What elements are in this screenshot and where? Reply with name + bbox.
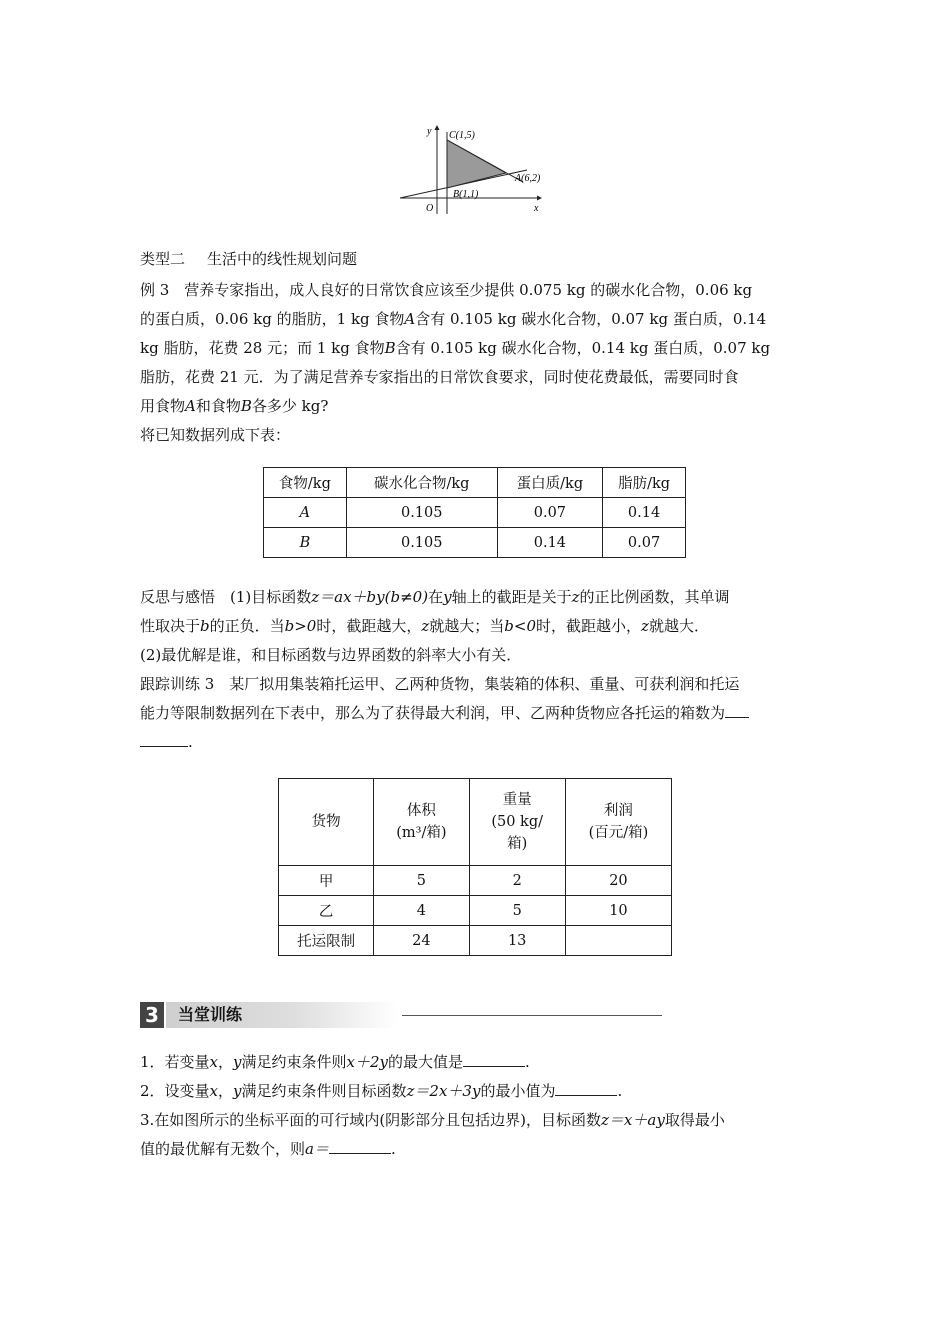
example-line: 的蛋白质，0.06 kg 的脂肪，1 kg 食物A含有 0.105 kg 碳水化合物，0.07 kg 蛋白质，0.14 [140,310,767,328]
banner-rule [402,1015,662,1016]
table-header-cell: 碳水化合物/kg [346,468,497,498]
table-header-cell: 重量 (50 kg/ 箱) [469,779,565,866]
example-3 [140,276,812,450]
answer-blank[interactable] [140,730,188,747]
table-header-cell: 体积 (m³/箱) [374,779,469,866]
table-row [279,866,672,896]
exercise-item: 3.在如图所示的坐标平面的可行域内(阴影部分且包括边界)，目标函数z＝x＋ay取得最小 [140,1111,725,1129]
table-header-cell: 脂肪/kg [603,468,686,498]
table-row [264,528,686,558]
feasible-region-figure [395,118,555,218]
answer-blank[interactable] [463,1050,525,1067]
answer-blank[interactable] [725,701,749,718]
food-nutrition-table [263,467,686,558]
table-cell: 5 [374,866,469,896]
table-cell: 0.14 [603,498,686,528]
exercise-list [140,1048,812,1164]
table-cell: B [264,528,347,558]
table-row [279,926,672,956]
exercise-item: 2．设变量x，y满足约束条件则目标函数z＝2x＋3y的最小值为 . [140,1077,812,1106]
section-number: 3 [140,1002,164,1028]
reflection-block [140,583,812,757]
table-cell: 乙 [279,896,374,926]
table-row [264,498,686,528]
example-line: 脂肪，花费 21 元．为了满足营养专家指出的日常饮食要求，同时使花费最低，需要同时食 [140,368,739,386]
table-cell: 13 [469,926,565,956]
exercise-item: 1．若变量x，y满足约束条件则x＋2y的最大值是 . [140,1048,812,1077]
table-row [279,896,672,926]
table-header-cell: 蛋白质/kg [497,468,603,498]
table-cell: 0.07 [603,528,686,558]
point-b-label: B(1,1) [453,189,479,200]
table-header-cell: 食物/kg [264,468,347,498]
table-header-cell: 货物 [279,779,374,866]
training-line: 能力等限制数据列在下表中，那么为了获得最大利润，甲、乙两种货物应各托运的箱数为 [140,699,812,728]
table-cell: 24 [374,926,469,956]
point-a-label: A(6,2) [515,173,541,184]
table-header-row [264,468,686,498]
table-cell: 20 [565,866,671,896]
table-cell: 0.105 [346,498,497,528]
section-banner [140,1002,524,1028]
answer-blank[interactable] [329,1137,391,1154]
section-topic-label: 生活中的线性规划问题 [207,250,358,268]
table-cell: 4 [374,896,469,926]
table-header-row [279,779,672,866]
reflection-line: 性取决于b的正负．当b>0时，截距越大，z就越大；当b<0时，截距越小，z就越大． [140,617,709,635]
reflection-line: (2)最优解是谁，和目标函数与边界函数的斜率大小有关． [140,646,522,664]
example-line: kg 脂肪，花费 28 元；而 1 kg 食物B含有 0.105 kg 碳水化合物，0.14 kg 蛋白质，0.07 kg [140,339,771,357]
reflection-line: 反思与感悟 (1)目标函数z＝ax＋by(b≠0)在y轴上的截距是关于z的正比例函数，其单调 [140,588,730,606]
table-cell: 托运限制 [279,926,374,956]
table-header-cell: 利润 (百元/箱) [565,779,671,866]
x-axis-arrow [537,196,542,201]
section-type-label: 类型二 [140,250,186,268]
training-line: 跟踪训练 3 某厂拟用集装箱托运甲、乙两种货物，集装箱的体积、重量、可获利润和托运 [140,675,740,693]
table-cell: 10 [565,896,671,926]
x-axis-label: x [534,203,539,214]
table-cell: 甲 [279,866,374,896]
y-axis-label: y [427,126,432,137]
table-cell [565,926,671,956]
table-cell: 5 [469,896,565,926]
table-cell: 2 [469,866,565,896]
section-banner-label: 当堂训练 [166,1002,398,1028]
example-line: 例 3 营养专家指出，成人良好的日常饮食应该至少提供 0.075 kg 的碳水化合物，0.06 kg [140,281,753,299]
exercise-item: 值的最优解有无数个，则a＝ . [140,1135,812,1164]
answer-blank[interactable] [555,1079,617,1096]
shaded-region [447,140,506,188]
training-line: . [140,728,812,757]
example-line: 将已知数据列成下表： [140,426,291,444]
example-line: 用食物A和食物B各多少 kg? [140,397,329,415]
table-cell: 0.14 [497,528,603,558]
table-cell: 0.07 [497,498,603,528]
cargo-table [278,778,672,956]
origin-label: O [426,203,434,214]
y-axis-arrow [435,125,440,130]
section-title [140,248,357,269]
table-cell: 0.105 [346,528,497,558]
point-c-label: C(1,5) [449,130,475,141]
table-cell: A [264,498,347,528]
